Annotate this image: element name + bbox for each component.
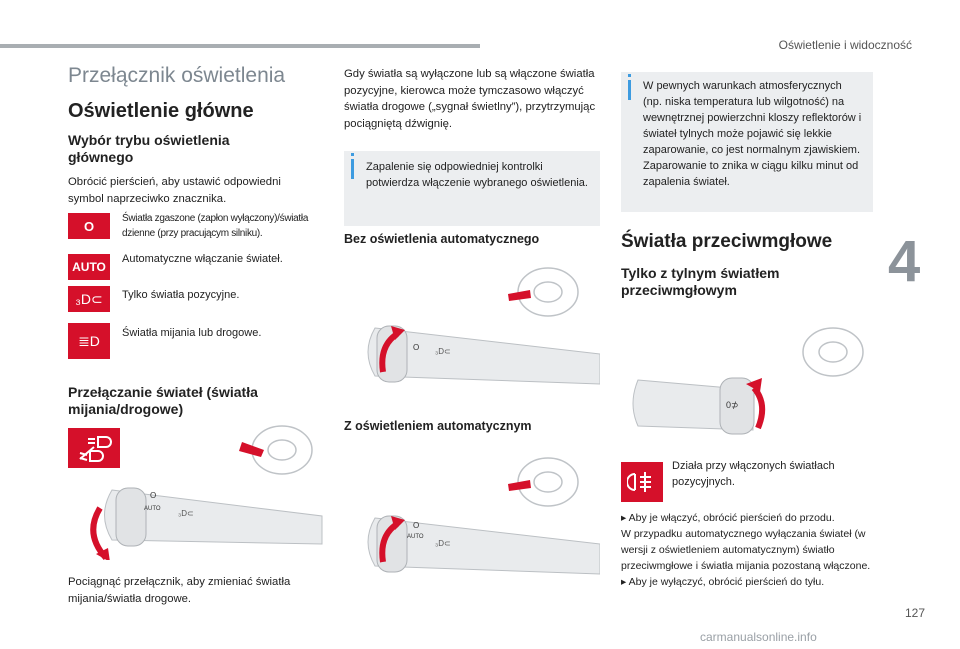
lever3-label-sidelights: ₃D⊂ (435, 539, 451, 548)
bullet-turn-on-text: Aby je włączyć, obrócić pierścień do przodu. (628, 512, 835, 524)
dipped-beam-icon: ≣D (68, 323, 110, 359)
page-title: Przełącznik oświetlenia (68, 64, 286, 87)
lever-illustration-fog (628, 318, 878, 448)
note-fogging-text: W pewnych warunkach atmosferycznych (np. niska temperatura lub wilgotność) na wewnętrznej powierzchni kloszy reflektorów i świateł tylnych może pojawić się lekkie zaparowanie, co jest normalnym zjawiskiem. Zaparowanie to znika w ciągu kilku minut od zapalenia świateł. (643, 80, 862, 188)
heading-auto: Z oświetleniem automatycznym (344, 419, 532, 433)
watermark[interactable]: carmanualsonline.info (700, 630, 817, 644)
info-note-lamp (344, 151, 600, 226)
bullet-marker-2: ▸ (621, 576, 629, 588)
info-icon-dot (351, 153, 354, 156)
section-header: Oświetlenie i widoczność (778, 38, 912, 52)
mode-off-desc: Światła zgaszone (zapłon wyłączony)/światła dzienne (przy pracującym silniku). (122, 213, 309, 239)
lever-illustration-auto (355, 452, 600, 592)
rotate-arrow-top (508, 290, 531, 301)
mode-sidelights-desc: Tylko światła pozycyjne. (122, 289, 240, 301)
heading-rear-fog: Tylko z tylnym światłem przeciwmgłowym (621, 265, 780, 298)
paragraph-switch: Pociągnąć przełącznik, aby zmieniać światła mijania/światła drogowe. (68, 576, 291, 605)
lever2-label-off: O (413, 343, 420, 352)
pull-arrow-top (239, 442, 264, 457)
lever-illustration-no-auto (355, 262, 600, 402)
fog-desc: Działa przy włączonych światłach pozycyjnych. (672, 460, 835, 488)
paragraph-auto-off: W przypadku automatycznego wyłączania świateł (w wersji z oświetleniem automatycznym) światło przeciwmgłowe i światła mijania pozostaną włączone. (621, 528, 871, 572)
info-icon-dot-2 (628, 74, 631, 77)
bullet-marker: ▸ (621, 512, 629, 524)
heading-switch-beams: Przełączanie świateł (światła mijania/drogowe) (68, 384, 258, 417)
chapter-number: 4 (888, 229, 921, 294)
heading-fog-lights: Światła przeciwmgłowe (621, 231, 833, 252)
heading-main-lighting: Oświetlenie główne (68, 100, 254, 122)
heading-mode-select: Wybór trybu oświetlenia głównego (68, 132, 230, 165)
fog-rotate-arrow (754, 388, 762, 428)
info-icon-2 (628, 80, 631, 100)
lever2-label-sidelights: ₃D⊂ (435, 347, 451, 356)
rear-fog-icon (621, 462, 663, 502)
fog-instructions (621, 510, 871, 590)
page-number: 127 (905, 606, 926, 620)
bullet-turn-off (621, 574, 871, 590)
note-lamp-text: Zapalenie się odpowiedniej kontrolki potwierdza włączenie wybranego oświetlenia. (366, 161, 588, 189)
paragraph-flash: Gdy światła są wyłączone lub są włączone światła pozycyjne, kierowca może tymczasowo włączyć światła drogowe („sygnał świetlny”), przytrzymując pociągniętą dźwignię. (344, 68, 596, 130)
off-icon: O (68, 213, 110, 239)
bullet-turn-on (621, 510, 871, 526)
auto-icon: AUTO (68, 254, 110, 280)
paragraph-mode: Obrócić pierścień, aby ustawić odpowiedni symbol naprzeciwko znacznika. (68, 176, 281, 205)
lever-fog-label: 0⊅ (726, 400, 739, 410)
mode-dipped-desc: Światła mijania lub drogowe. (122, 327, 262, 339)
info-icon (351, 159, 354, 179)
lever3-label-auto: AUTO (407, 534, 424, 540)
header-rule (0, 44, 480, 48)
info-note-fogging (621, 72, 873, 212)
rear-fog-icon-glyph (627, 468, 657, 496)
lever-label-auto: AUTO (144, 506, 161, 512)
heading-no-auto: Bez oświetlenia automatycznego (344, 232, 540, 246)
side-lights-icon: ₃D⊂ (68, 286, 110, 312)
rotate-arrow-top-2 (508, 480, 531, 491)
mode-auto-desc: Automatyczne włączanie świateł. (122, 253, 283, 265)
lever-label-sidelights: ₃D⊂ (178, 509, 194, 518)
lever-illustration-pull (72, 420, 324, 560)
lever-label-off: O (150, 491, 157, 500)
lever3-label-off: O (413, 521, 420, 530)
bullet-turn-off-text: Aby je wyłączyć, obrócić pierścień do tyłu. (628, 576, 825, 588)
